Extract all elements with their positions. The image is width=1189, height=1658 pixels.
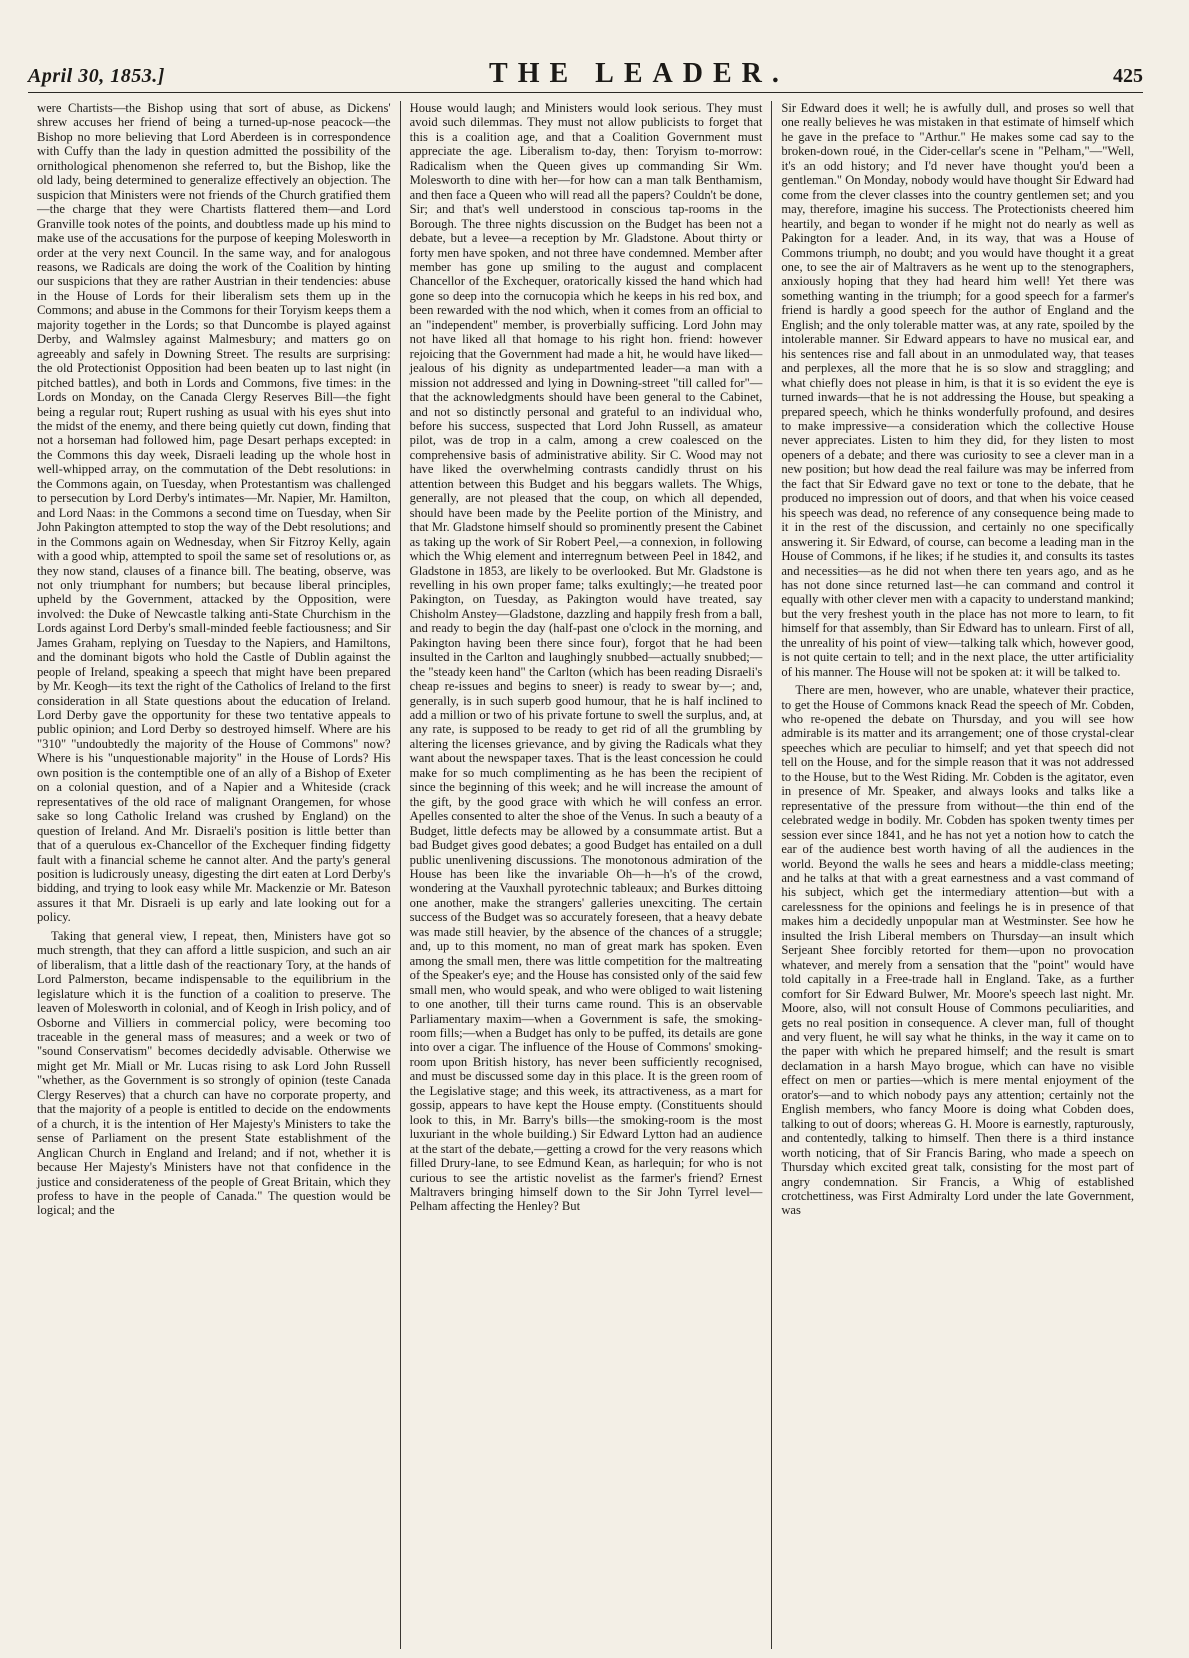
paragraph: House would laugh; and Ministers would look serious. They must avoid such dilemmas. They must not allow publicists to forget that this is a coalition age, and that a Coalition Government must appreciate the age. Liberalism to-day, then: Toryism to-morrow: Radicalism when the Queen gives up commanding Sir Wm. Molesworth to dine with her—for how can a man talk Benthamism, and then face a Queen who will read all the papers? Couldn't be done, Sir; and that's well understood in conscious tap-rooms in the Borough. The three nights discussion on the Budget has been not a debate, but a levee—a reception by Mr. Gladstone. About thirty or forty men have spoken, and not three have condemned. Member after member has gone up smiling to the august and complacent Chancellor of the Exchequer, oratorically kissed the hand which had gone so deep into the cornucopia which he keeps in his red box, and been rewarded with the nod which, when it comes from an official to an "independent" member, is proverbially sufficing. Lord John may not have liked all that homage to his right hon. friend: however rejoicing that the Government had made a hit, he would have liked—jealous of his dignity as undepartmented leader—a man with a mission not addressed and lying in Downing-street "till called for"—that the acknowledgments should have been general to the Cabinet, and not so distinctly personal and grateful to an individual who, before his success, suspected that Lord John Russell, as amateur pilot, was de trop in a calm, among a crew coalesced on the comprehensive basis of administrative ability. Sir C. Wood may not have liked the overwhelming contrasts candidly thrust on his attention between this Budget and his beggars wallets. The Whigs, generally, are not pleased that the coup, on which all depended, should have been made by the Peelite portion of the Ministry, and that Mr. Gladstone himself should so prominently present the Cabinet as taking up the work of Sir Robert Peel,—a connexion, in following which the Whig element and interregnum between Peel in 1842, and Gladstone in 1853, are likely to be overlooked. But Mr. Gladstone is revelling in his own proper fame; talks exultingly;—he treated poor Pakington, on Tuesday, as Pakington would have treated, say Chisholm Anstey—Gladstone, dazzling and happily fresh from a ball, and ready to begin the day (half-past one o'clock in the morning, and Pakington having been there since four), forgot that he had been insulted in the Carlton and laughingly snubbed—actually snubbed;—the "steady keen hand" the Carlton (which has been reading Disraeli's cheap re-issues and begins to sneer) is ready to swear by—; and, generally, is in such superb good humour, that he is half inclined to add a million or two of his private fortune to swell the surplus, and, at any rate, is supposed to be ready to get rid of all the grumbling by altering the licenses grievance, and by giving the Radicals what they want about the newspaper taxes. That is the least concession he could make for so much complimenting as he has been the recipient of since the beginning of this week; and he will increase the amount of the gift, by the good grace with which he will confess an error. Apelles consented to alter the shoe of the Venus. In such a beauty of a Budget, little defects may be allowed by a consummate artist. But a bad Budget gives good debates; a good Budget has entailed on a dull public unenlivening discussions. The monotonous admiration of the House has been like the invariable Oh—h—h's of the crowd, wondering at the Vauxhall pyrotechnic tableaux; and Burkes dittoing one another, make the strangers' galleries unexciting. The certain success of the Budget was so accurately foreseen, that a heavy debate was made still heavier, by the absence of the chances of a struggle; and, up to this moment, no man of great mark has spoken. Even among the small men, there was little competition for the maltreating of the Speaker's eye; and the House has consisted only of the said few small men, who would speak, and who were obliged to wait listening to one another, till their turns came round. This is an observable Parliamentary maxim—when a Government is safe, the smoking-room fills;—when a Budget has only to be puffed, its details are gone into over a cigar. The influence of the House of Commons' smoking-room upon British history, has never been sufficiently recognised, and must be discussed some day in this place. It is the green room of the Legislative stage; and this week, its attractiveness, as a mart for gossip, appears to have kept the House empty. (Constituents should look to this, in Mr. Barry's bills—the smoking-room is the most luxuriant in the whole building.) Sir Edward Lytton had an audience at the start of the debate,—getting a crowd for the very reasons which filled Drury-lane, to see Edmund Kean, as harlequin; for who is not curious to see the artistic novelist as the farmer's friend? Ernest Maltravers bringing himself down to the Sir John Tyrrel level—Pelham affecting the Henley? But bbox=[409, 101, 763, 1214]
page-header bbox=[28, 58, 1143, 93]
newspaper-title: THE LEADER. bbox=[489, 58, 789, 89]
column-middle bbox=[400, 101, 772, 1649]
paragraph: were Chartists—the Bishop using that sort of abuse, as Dickens' shrew accuses her friend of being a turned-up-nose peacock—the Bishop no more believing that Lord Aberdeen is in correspondence with Cuffy than the lady in question admitted the possibility of the ornithological phenomenon she referred to, but the Bishop, like the old lady, being determined to generalize effectively an objection. The suspicion that Ministers were not friends of the Church gratified them—the charge that they were Chartists flattered them—and Lord Granville took notes of the points, and doubtless made up his mind to make use of the accusations for the purpose of keeping Molesworth in order at the very next Council. In the same way, and for analogous reasons, we Radicals are doing the work of the Coalition by hinting our suspicions that they are rather Austrian in their tendencies: abuse in the House of Lords for their liberalism sets them up in the Commons; and abuse in the Commons for their Toryism keeps them a majority together in the Lords; so that Duncombe is played against Derby, and Walmsley against Malmesbury; and matters go on agreeably and safely in Downing Street. The results are surprising: the old Protectionist Opposition had been beaten up to last night (in pitched battles), and both in Lords and Commons, five times: in the Lords on Monday, on the Canada Clergy Reserves Bill—the fight being a regular rout; Rupert rushing as usual with his eyes shut into the midst of the enemy, and there being quietly cut down, finding that not a horseman had followed him, page Desart perhaps excepted: in the Commons this day week, Disraeli leading up the whole host in well-whipped array, on the commutation of the Debt resolutions: in the Commons again, on Tuesday, when Protestantism was challenged to persecution by Lord Derby's intimates—Mr. Napier, Mr. Hamilton, and Lord Naas: in the Commons a second time on Tuesday, when Sir John Pakington attempted to stop the way of the Debt resolutions; and in the Commons again on Wednesday, when Sir Fitzroy Kelly, again with a good whip, attempted to spoil the same set of resolutions or, as they now stand, clauses of a finance bill. The beating, observe, was not only triumphant for numbers; but because liberal principles, upheld by the Government, attacked by the Opposition, were involved: the Duke of Newcastle talking anti-State Churchism in the Lords against Lord Derby's small-minded feeble factiousness; and Sir James Graham, replying on Tuesday to the Napiers, and Hamiltons, and the dominant bigots who hold the Castle of Dublin against the people of Ireland, speaking a speech that might have been prepared by Mr. Keogh—its text the right of the Catholics of Ireland to the first consideration in all State questions about the education of Ireland. Lord Derby gave the opportunity for these two tentative appeals to public opinion; and Lord Derby so destroyed himself. Where are his "310" "undoubtedly the majority of the House of Commons" now? Where is his "unquestionable majority" in the House of Lords? His own position is the contemptible one of an ally of a Bishop of Exeter on a colonial question, and of a Napier and a Whiteside (crack representatives of the old race of malignant Orangemen, for whose sake so long Catholic Ireland was crushed by England) on the question of Ireland. And Mr. Disraeli's position is little better than that of a querulous ex-Chancellor of the Exchequer finding fidgetty fault with a financial scheme he cannot alter. And the party's general position is ludicrously uneasy, digesting the dirt eaten at Lord Derby's bidding, and trying to look easy while Mr. Mackenzie or Mr. Bateson assures it that Mr. Disraeli is up early and late looking out for a policy. bbox=[37, 101, 391, 925]
paragraph: There are men, however, who are unable, whatever their practice, to get the House of Commons knack Read the speech of Mr. Cobden, who re-opened the debate on Thursday, and you will see how admirable is its matter and its arrangement; one of those crystal-clear speeches which are peculiar to himself; and yet that speech did not tell on the House, and for the simple reason that it was not addressed to the House, but to the West Riding. Mr. Cobden is the agitator, even in presence of Mr. Speaker, and always looks and talks like a representative of the pressure from without—the thin end of the celebrated wedge in bodily. Mr. Cobden has spoken twenty times per session ever since 1841, and he has not yet a notion how to catch the ear of the audience best worth having of all the audiences in the world. Beyond the walls he sees and hears a middle-class meeting; and he talks at that with a great earnestness and a vast command of his subject, which get the intermediary attention—but with a carelessness for the opinions and feelings he is in presence of that makes him a decidedly unpopular man at Westminster. See how he insulted the Irish Liberal members on Thursday—an insult which Serjeant Shee forcibly retorted for them—upon no provocation whatever, and merely from a sensation that the "point" would have told capitally in a Free-trade hall in England. Take, as a further comfort for Sir Edward Bulwer, Mr. Moore's speech last night. Mr. Moore, also, will not consult House of Commons peculiarities, and gets no real position in consequence. A clever man, full of thought and very fluent, he will say what he thinks, in the way it came on to the paper with which he prepared himself; and the result is smart declamation in a harsh Mayo brogue, which can have no visible effect on men or parties—which is mere mental enjoyment of the orator's—and to which nobody pays any attention; certainly not the English members, who fancy Moore is doing what Cobden does, talking to out of doors; whereas G. H. Moore is earnestly, rapturously, and contentedly, talking to himself. Then there is a third instance worth noticing, that of Sir Francis Baring, who made a speech on Thursday which excited great talk, consisting for the most part of angry condemnation. Sir Francis, a Whig of established crotchettiness, was First Admiralty Lord under the late Government, was bbox=[781, 683, 1134, 1218]
issue-date: April 30, 1853.] bbox=[28, 65, 165, 87]
article-columns bbox=[28, 101, 1143, 1649]
paragraph: Sir Edward does it well; he is awfully dull, and proses so well that one really believes he was mistaken in that estimate of himself which he gave in the preface to "Arthur." He makes some cad say to the broken-down roué, in the Cider-cellar's scene in "Pelham,"—"Well, it's an odd history; and I'd never have thought you'd been a gentleman." On Monday, nobody would have thought Sir Edward had come from the clever classes into the country gentlemen set; and you may, therefore, imagine his success. The Protectionists cheered him heartily, and began to wonder if he might not do nearly as well as Pakington for a leader. And, in its way, that was a House of Commons triumph, no doubt; and you would have thought it a great one, to see the air of Maltravers as he went up to the stenographers, anxiously hoping that they had heard him well! Yet there was something wanting in the triumph; for a good speech for a farmer's friend is hardly a good speech for the author of England and the English; and the only tolerable matter was, at any rate, spoiled by the intolerable manner. Sir Edward appears to have no musical ear, and his sentences rise and fall about in an unmodulated way, that teases and perplexes, all the more that he is so slow and straggling; and what chiefly does not please in him, is that it is so evident the eye is turned inwards—that he is not addressing the House, but speaking a prepared speech, which he thinks wonderfully profound, and desires to make impressive—a consideration which the collective House never appreciates. Listen to him they did, for they listen to most openers of a debate; and there was curiosity to see a clever man in a new position; but how dead the real failure was may be inferred from the fact that Sir Edward gave no text or tone to the debate, that he produced no impression out of doors, and that when his voice ceased his speech was dead, no reference of any consequence being made to it in the rest of the discussion, and certainly no one specifically answering it. Sir Edward, of course, can become a leading man in the House of Commons, if he likes; if he studies it, and consults its tastes and necessities—as he did not when there ten years ago, and as he has not done since returned last—he can command and control it equally with other clever men with a capacity to understand mankind; but the very freshest youth in the place has not more to learn, to fit himself for that assembly, than Sir Edward has to unlearn. First of all, the unreality of his point of view—talking talk which, however good, is not quite certain to tell; and in the next place, the utter artificiality of his manner. The House will not be spoken at: it will be talked to. bbox=[781, 101, 1134, 679]
column-right bbox=[771, 101, 1143, 1649]
page-number: 425 bbox=[1112, 65, 1143, 87]
paragraph: Taking that general view, I repeat, then, Ministers have got so much strength, that they can afford a little suspicion, and such an air of liberalism, that a little dash of the reactionary Tory, at the hands of Lord Palmerston, became indispensable to the equilibrium in the legislature which it is the function of a coalition to preserve. The leaven of Molesworth in colonial, and of Keogh in Irish policy, and of Osborne and Villiers in commercial policy, were becoming too traceable in the general mass of measures; and a week or two of "sound Conservatism" becomes decidedly advisable. Otherwise we might get Mr. Miall or Mr. Lucas rising to ask Lord John Russell "whether, as the Government is so strongly of opinion (teste Canada Clergy Reserves) that a church can have no corporate property, and that the majority of a people is entitled to decide on the endowments of a church, it is the intention of Her Majesty's Ministers to take the sense of Parliament on the present State establishment of the Anglican Church in England and Ireland; and if not, whether it is because Her Majesty's Ministers have not that confidence in the justice and considerateness of the people of Great Britain, which they profess to have in the people of Canada." The question would be logical; and the bbox=[37, 928, 391, 1218]
column-left bbox=[28, 101, 400, 1649]
